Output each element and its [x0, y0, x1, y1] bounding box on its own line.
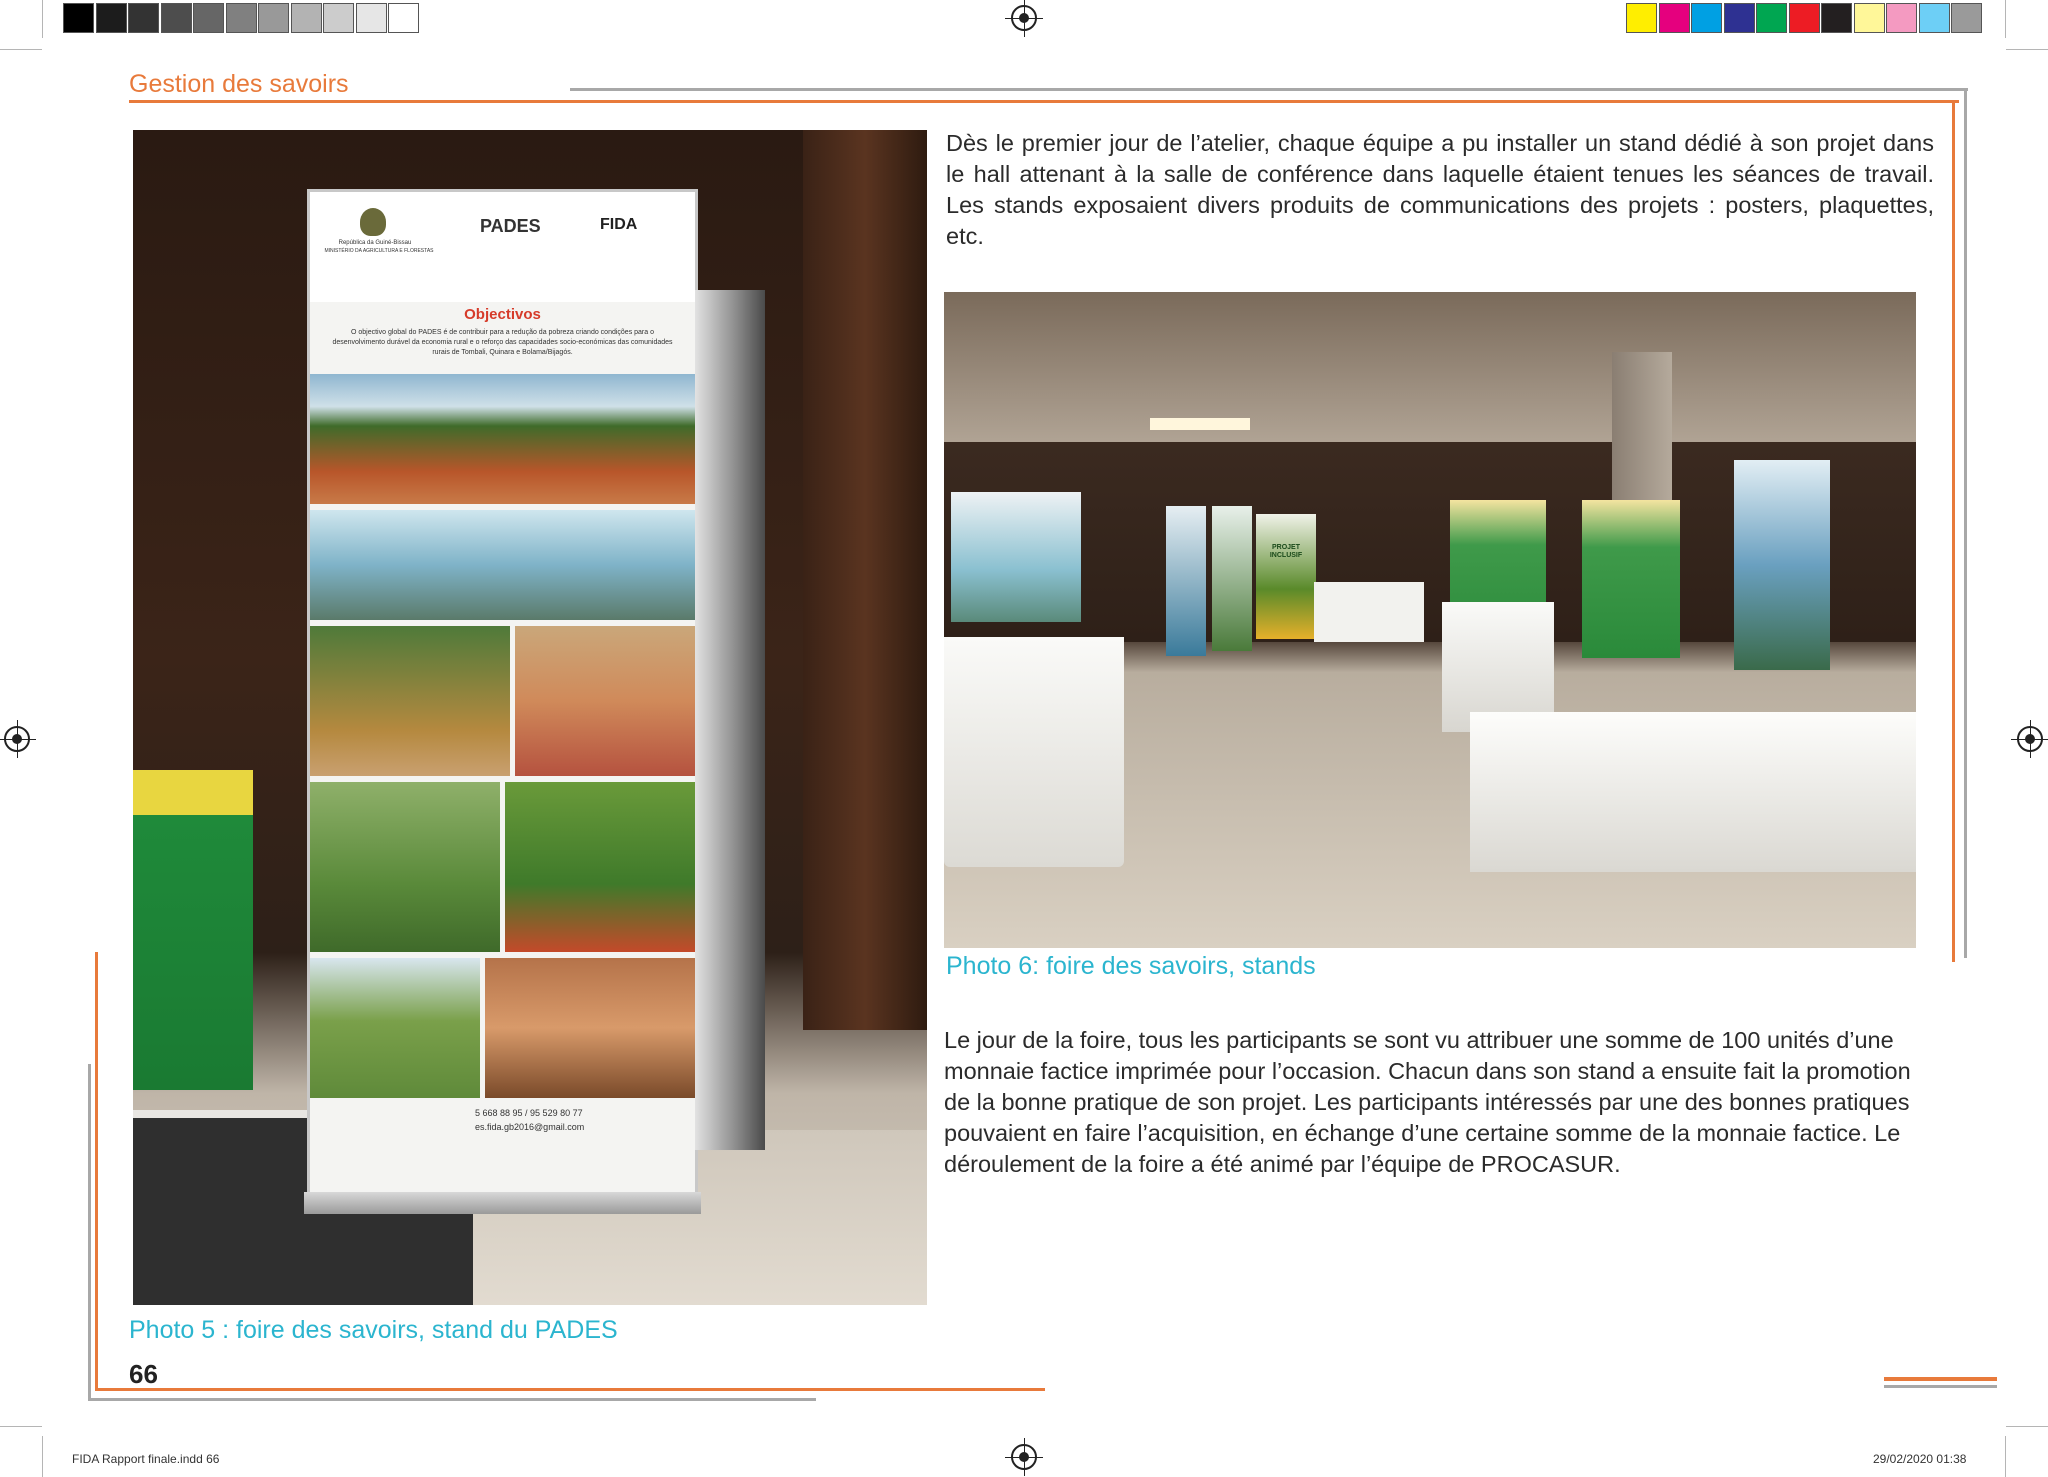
color-swatch — [356, 3, 387, 33]
banner-pades-logo: PADES — [480, 216, 541, 236]
footer-rule-orange — [95, 1388, 1045, 1391]
color-swatch — [258, 3, 289, 33]
frame-right-grey — [1964, 88, 1967, 958]
footer-accent-orange — [1884, 1377, 1997, 1381]
photo-pades-stand — [133, 130, 927, 1305]
color-swatch — [1854, 3, 1885, 33]
color-swatch — [161, 3, 192, 33]
banner-header — [310, 192, 695, 302]
stand-banner — [1212, 506, 1252, 651]
rollup-banner — [310, 192, 695, 1192]
banner-base — [304, 1192, 701, 1214]
header-rule-orange — [129, 100, 1959, 103]
color-swatch — [226, 3, 257, 33]
crop-mark — [0, 49, 42, 50]
banner-objectivos-heading: Objectivos — [464, 306, 541, 323]
frame-left-grey — [88, 1064, 91, 1400]
page-number: 66 — [129, 1359, 158, 1389]
stand-banner-projet-inclusif — [1256, 514, 1316, 639]
color-swatch — [1951, 3, 1982, 33]
color-swatch — [323, 3, 354, 33]
color-swatch — [96, 3, 127, 33]
photo-hall-stands — [944, 292, 1916, 948]
banner-photo-classroom — [515, 626, 695, 776]
ceiling-light — [1150, 418, 1250, 430]
color-swatch — [1756, 3, 1787, 33]
header-rule-grey — [570, 88, 1968, 91]
color-swatch — [1724, 3, 1755, 33]
banner-objectivos-text: O objectivo global do PADES é de contribuir para a redução da pobreza criando condições para o desenvolvimento durável da economia rural e o reforço das capacidades socio-económicas das comunidades rurais de Tombali, Quinara e Bolama/Bijagós. — [332, 329, 673, 356]
stand-banner — [1582, 500, 1680, 658]
stand-banner — [951, 492, 1081, 622]
registration-mark-icon — [4, 726, 30, 752]
greyscale-color-bar — [63, 0, 423, 36]
portrait-banner — [695, 290, 765, 1150]
slug-timestamp: 29/02/2020 01:38 — [1873, 1452, 1967, 1466]
frame-right-orange — [1952, 100, 1955, 962]
registration-mark-icon — [1011, 5, 1037, 31]
color-swatch — [1886, 3, 1917, 33]
color-swatch — [291, 3, 322, 33]
registration-mark-icon — [2017, 726, 2043, 752]
wooden-door — [803, 130, 927, 1030]
color-swatch — [388, 3, 419, 33]
crop-mark — [2006, 49, 2048, 50]
banner-photo-water — [310, 510, 695, 620]
stand-banner — [1734, 460, 1830, 670]
footer-accent-grey — [1884, 1385, 1997, 1388]
color-swatch — [1626, 3, 1657, 33]
photo6-caption: Photo 6: foire des savoirs, stands — [946, 952, 1316, 980]
color-swatch — [63, 3, 94, 33]
stand-banner — [1166, 506, 1206, 656]
table-white — [1314, 582, 1424, 642]
banner-fida-logo: FIDA — [600, 216, 638, 233]
registration-mark-icon — [1011, 1444, 1037, 1470]
crop-mark — [42, 0, 43, 38]
banner-photo-garden — [310, 782, 500, 952]
banner-contact-line2: es.fida.gb2016@gmail.com — [475, 1122, 585, 1132]
table-white-large — [1470, 712, 1916, 872]
crop-mark — [2006, 1426, 2048, 1427]
frame-left-orange — [95, 952, 98, 1390]
process-color-bar — [1626, 0, 1986, 36]
crop-mark — [2005, 1436, 2006, 1477]
section-title: Gestion des savoirs — [129, 70, 349, 98]
banner-photo-market — [485, 958, 695, 1098]
crop-mark — [0, 1426, 42, 1427]
color-swatch — [1789, 3, 1820, 33]
color-swatch — [193, 3, 224, 33]
banner-org-line1: República da Guiné-Bissau — [338, 240, 412, 246]
table-white — [944, 637, 1124, 867]
crop-mark — [42, 1436, 43, 1477]
color-swatch — [1659, 3, 1690, 33]
ceiling — [944, 292, 1916, 442]
banner-contact-line1: 5 668 88 95 / 95 529 80 77 — [475, 1108, 583, 1118]
footer-rule-grey — [88, 1398, 816, 1401]
photo5-caption: Photo 5 : foire des savoirs, stand du PADES — [129, 1316, 618, 1344]
banner-org-line2: MINISTÉRIO DA AGRICULTURA E FLORESTAS — [324, 248, 434, 254]
color-swatch — [128, 3, 159, 33]
color-swatch — [1821, 3, 1852, 33]
banner-photo-road — [310, 374, 695, 504]
crop-mark — [2005, 0, 2006, 38]
banner-photo-plants — [505, 782, 695, 952]
coat-of-arms-icon — [360, 208, 386, 236]
banner-photo-rice — [310, 958, 480, 1098]
paragraph-intro: Dès le premier jour de l’atelier, chaque équipe a pu installer un stand dédié à son projet dans le hall attenant à la salle de conférence dans laquelle étaient tenues les séances de travail. Les stands exposaient divers produits de communications des projets : posters, plaquettes, etc. — [946, 130, 1934, 249]
banner-label: PROJET INCLUSIF — [1269, 544, 1303, 559]
color-swatch — [1691, 3, 1722, 33]
paragraph-foire: Le jour de la foire, tous les participants se sont vu attribuer une somme de 100 unités d’une monnaie factice imprimée pour l’occasion. Chacun dans son stand a ensuite fait la promotion de la bonne pratique de son projet. Les participants intéressés par une des bonnes pratiques pouvaient en faire l’acquisition, en échange d’une certaine somme de la monnaie factice. Le déroulement de la foire a été animé par l’équipe de PROCASUR. — [944, 1027, 1911, 1177]
slug-file-name: FIDA Rapport finale.indd 66 — [72, 1452, 220, 1466]
flag-drape — [133, 770, 253, 1090]
color-swatch — [1919, 3, 1950, 33]
banner-photo-well — [310, 626, 510, 776]
